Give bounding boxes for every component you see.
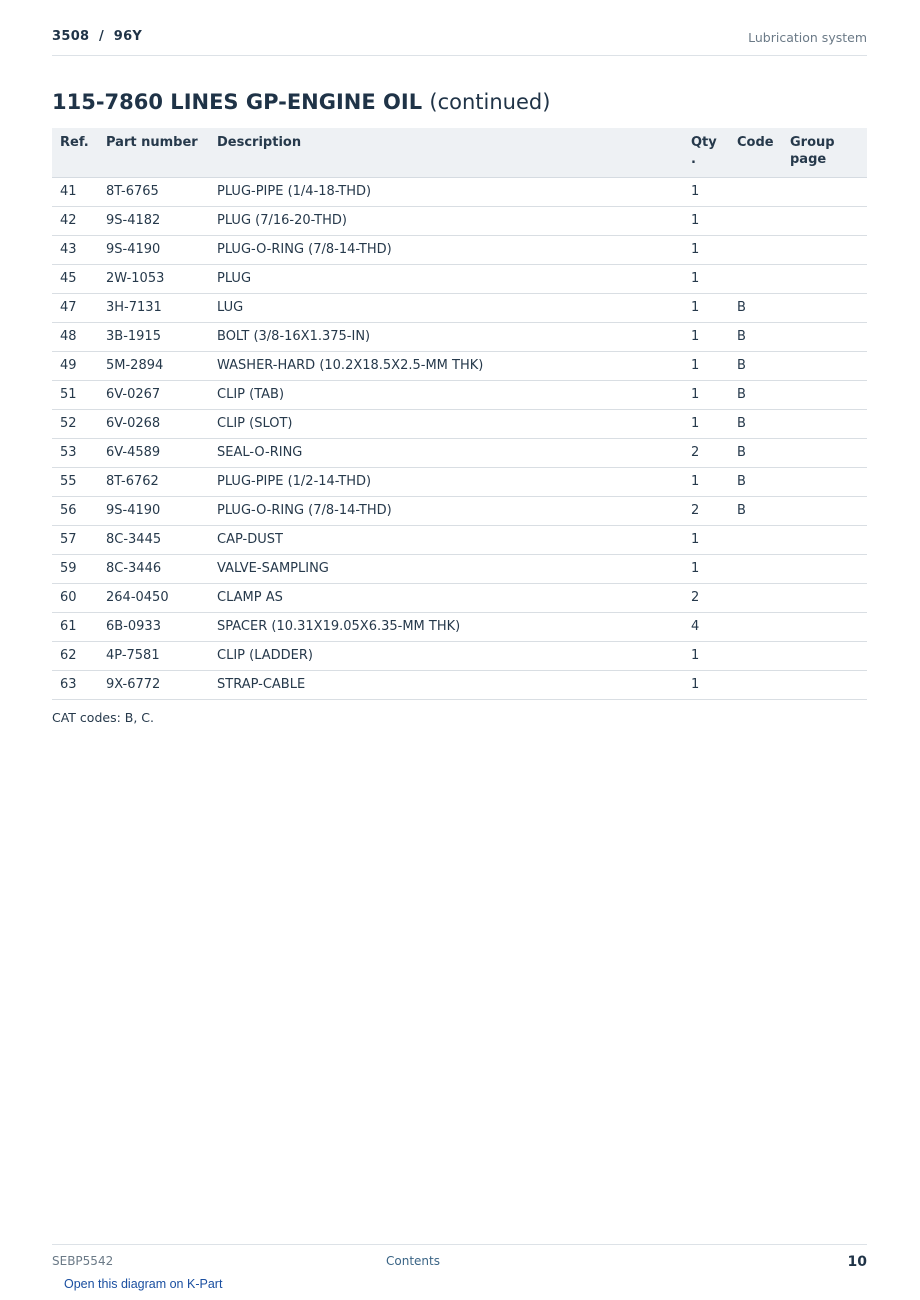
column-header-qty: Qty . xyxy=(683,128,729,177)
table-header-row xyxy=(52,128,867,177)
cell-part-number: 264-0450 xyxy=(98,583,209,612)
table-row xyxy=(52,612,867,641)
cell-description: BOLT (3/8-16X1.375-IN) xyxy=(209,322,683,351)
cell-description: PLUG xyxy=(209,264,683,293)
cell-group-page xyxy=(782,438,867,467)
cell-code: B xyxy=(729,409,782,438)
cell-qty: 1 xyxy=(683,670,729,699)
cell-part-number: 8T-6762 xyxy=(98,467,209,496)
cell-qty: 1 xyxy=(683,177,729,206)
document-id: SEBP5542 xyxy=(52,1254,114,1268)
cell-part-number: 8T-6765 xyxy=(98,177,209,206)
cell-part-number: 4P-7581 xyxy=(98,641,209,670)
cell-ref: 43 xyxy=(52,235,98,264)
cell-group-page xyxy=(782,409,867,438)
parts-table-body xyxy=(52,177,867,699)
cell-ref: 55 xyxy=(52,467,98,496)
cell-group-page xyxy=(782,177,867,206)
column-header-code: Code xyxy=(729,128,782,177)
cell-group-page xyxy=(782,293,867,322)
cell-code xyxy=(729,670,782,699)
cell-group-page xyxy=(782,264,867,293)
cell-qty: 1 xyxy=(683,264,729,293)
cell-description: PLUG-PIPE (1/4-18-THD) xyxy=(209,177,683,206)
contents-link[interactable]: Contents xyxy=(386,1254,440,1268)
cell-group-page xyxy=(782,496,867,525)
table-row xyxy=(52,554,867,583)
cell-ref: 60 xyxy=(52,583,98,612)
cell-code xyxy=(729,206,782,235)
cell-code: B xyxy=(729,293,782,322)
open-k-part-link[interactable]: Open this diagram on K-Part xyxy=(64,1277,223,1291)
cell-description: CAP-DUST xyxy=(209,525,683,554)
table-row xyxy=(52,641,867,670)
cell-part-number: 9X-6772 xyxy=(98,670,209,699)
cell-group-page xyxy=(782,612,867,641)
cell-description: CLIP (TAB) xyxy=(209,380,683,409)
cell-ref: 56 xyxy=(52,496,98,525)
cell-group-page xyxy=(782,467,867,496)
cell-ref: 59 xyxy=(52,554,98,583)
cell-part-number: 9S-4190 xyxy=(98,235,209,264)
cell-ref: 63 xyxy=(52,670,98,699)
cell-description: VALVE-SAMPLING xyxy=(209,554,683,583)
table-row xyxy=(52,293,867,322)
table-row xyxy=(52,583,867,612)
cell-ref: 57 xyxy=(52,525,98,554)
cell-part-number: 5M-2894 xyxy=(98,351,209,380)
cell-ref: 62 xyxy=(52,641,98,670)
cell-part-number: 9S-4182 xyxy=(98,206,209,235)
cell-description: PLUG (7/16-20-THD) xyxy=(209,206,683,235)
cell-ref: 61 xyxy=(52,612,98,641)
cell-ref: 49 xyxy=(52,351,98,380)
cell-qty: 1 xyxy=(683,525,729,554)
page-title xyxy=(52,90,550,114)
cell-code: B xyxy=(729,467,782,496)
cell-code xyxy=(729,612,782,641)
cell-group-page xyxy=(782,641,867,670)
cell-ref: 48 xyxy=(52,322,98,351)
cell-ref: 53 xyxy=(52,438,98,467)
cell-ref: 51 xyxy=(52,380,98,409)
cell-group-page xyxy=(782,380,867,409)
cell-group-page xyxy=(782,525,867,554)
cell-code: B xyxy=(729,496,782,525)
cell-qty: 2 xyxy=(683,583,729,612)
table-row xyxy=(52,264,867,293)
cell-code xyxy=(729,177,782,206)
cell-code xyxy=(729,641,782,670)
table-row xyxy=(52,380,867,409)
cell-group-page xyxy=(782,206,867,235)
cell-description: PLUG-O-RING (7/8-14-THD) xyxy=(209,496,683,525)
cell-qty: 1 xyxy=(683,293,729,322)
column-header-ref: Ref. xyxy=(52,128,98,177)
cell-ref: 42 xyxy=(52,206,98,235)
cell-qty: 1 xyxy=(683,467,729,496)
cell-ref: 45 xyxy=(52,264,98,293)
title-main: 115-7860 LINES GP-ENGINE OIL xyxy=(52,90,423,114)
cell-part-number: 8C-3446 xyxy=(98,554,209,583)
table-row xyxy=(52,177,867,206)
table-row xyxy=(52,525,867,554)
cell-qty: 1 xyxy=(683,641,729,670)
table-row xyxy=(52,322,867,351)
table-row xyxy=(52,235,867,264)
cell-ref: 41 xyxy=(52,177,98,206)
cell-description: WASHER-HARD (10.2X18.5X2.5-MM THK) xyxy=(209,351,683,380)
cell-qty: 2 xyxy=(683,438,729,467)
cell-part-number: 9S-4190 xyxy=(98,496,209,525)
cell-description: PLUG-PIPE (1/2-14-THD) xyxy=(209,467,683,496)
cell-group-page xyxy=(782,322,867,351)
cell-qty: 2 xyxy=(683,496,729,525)
page-header xyxy=(52,28,867,56)
cell-ref: 47 xyxy=(52,293,98,322)
cell-description: CLAMP AS xyxy=(209,583,683,612)
cell-code: B xyxy=(729,322,782,351)
cat-codes-note: CAT codes: B, C. xyxy=(52,710,154,725)
cell-qty: 1 xyxy=(683,206,729,235)
cell-part-number: 3H-7131 xyxy=(98,293,209,322)
cell-group-page xyxy=(782,554,867,583)
cell-description: SPACER (10.31X19.05X6.35-MM THK) xyxy=(209,612,683,641)
cell-code xyxy=(729,235,782,264)
table-row xyxy=(52,467,867,496)
cell-description: CLIP (LADDER) xyxy=(209,641,683,670)
column-header-description: Description xyxy=(209,128,683,177)
table-row xyxy=(52,670,867,699)
table-row xyxy=(52,409,867,438)
cell-qty: 1 xyxy=(683,235,729,264)
cell-description: STRAP-CABLE xyxy=(209,670,683,699)
cell-code xyxy=(729,583,782,612)
cell-code: B xyxy=(729,351,782,380)
cell-ref: 52 xyxy=(52,409,98,438)
cell-group-page xyxy=(782,351,867,380)
cell-qty: 1 xyxy=(683,351,729,380)
table-row xyxy=(52,351,867,380)
parts-table xyxy=(52,128,867,700)
title-suffix: (continued) xyxy=(429,90,551,114)
cell-qty: 1 xyxy=(683,322,729,351)
model-label: 3508 / 96Y xyxy=(52,29,143,44)
cell-code xyxy=(729,554,782,583)
cell-group-page xyxy=(782,670,867,699)
page-number: 10 xyxy=(847,1254,867,1270)
table-row xyxy=(52,206,867,235)
cell-part-number: 3B-1915 xyxy=(98,322,209,351)
cell-part-number: 6V-4589 xyxy=(98,438,209,467)
cell-part-number: 6V-0268 xyxy=(98,409,209,438)
cell-code xyxy=(729,264,782,293)
cell-part-number: 6B-0933 xyxy=(98,612,209,641)
table-row xyxy=(52,496,867,525)
cell-code xyxy=(729,525,782,554)
section-label: Lubrication system xyxy=(748,30,867,45)
cell-qty: 1 xyxy=(683,554,729,583)
column-header-part-number: Part number xyxy=(98,128,209,177)
column-header-group-page: Group page xyxy=(782,128,867,177)
cell-group-page xyxy=(782,235,867,264)
cell-qty: 1 xyxy=(683,380,729,409)
cell-description: PLUG-O-RING (7/8-14-THD) xyxy=(209,235,683,264)
cell-part-number: 2W-1053 xyxy=(98,264,209,293)
cell-group-page xyxy=(782,583,867,612)
cell-description: CLIP (SLOT) xyxy=(209,409,683,438)
cell-code: B xyxy=(729,438,782,467)
cell-qty: 4 xyxy=(683,612,729,641)
page-footer xyxy=(52,1244,867,1274)
cell-part-number: 6V-0267 xyxy=(98,380,209,409)
table-row xyxy=(52,438,867,467)
cell-description: LUG xyxy=(209,293,683,322)
cell-description: SEAL-O-RING xyxy=(209,438,683,467)
cell-qty: 1 xyxy=(683,409,729,438)
cell-code: B xyxy=(729,380,782,409)
cell-part-number: 8C-3445 xyxy=(98,525,209,554)
